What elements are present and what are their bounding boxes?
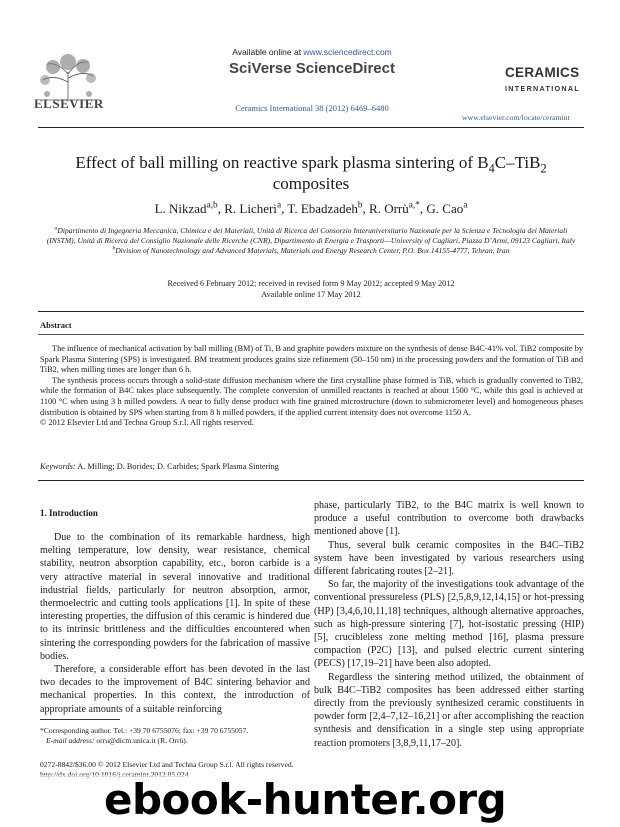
left-column — [40, 531, 310, 716]
author-email[interactable]: orru@dicm.unica.it (R. Orrù). — [96, 736, 188, 745]
intro-paragraph: Thus, several bulk ceramic composites in the B4C–TiB2 system have been investigated by various researchers using different fabricating routes [2–21]. — [314, 539, 584, 578]
available-online-line: Available online at www.sciencedirect.com — [232, 47, 392, 57]
footnote-divider — [40, 719, 120, 720]
author[interactable]: T. Ebadzadeh$^b$ — [287, 200, 363, 216]
available-online-date: Available online 17 May 2012 — [261, 290, 361, 299]
article-title: Effect of ball milling on reactive spark plasma sintering of $B_4C-TiB_2$ composites — [75, 153, 547, 193]
abstract-paragraph-1: The influence of mechanical activation by ball milling (BM) of Ti, B and graphite powders mixture on the synthesis of dense B4C-41% vol. TiB2 composite by Spark Plasma Sintering (SPS) is investigated. BM treatment produces grains size refinement (50–150 nm) in the processing powders and the formation of TiB and TiB2, when milling times are longer than 6 h. — [40, 344, 583, 375]
abstract-heading: Abstract — [40, 320, 72, 330]
abstract-copyright: © 2012 Elsevier Ltd and Techna Group S.r.l. All rights reserved. — [40, 418, 254, 428]
journal-reference[interactable]: Ceramics International 38 (2012) 6469–6480 — [235, 103, 389, 113]
sciencedirect-link[interactable]: www.sciencedirect.com — [303, 47, 392, 57]
intro-paragraph: Regardless the sintering method utilized, the obtainment of bulk B4C–TiB2 composites has been addressed either starting directly from the previously synthesized ceramic constituents in powder form [2,4–7,12–16,21] or after accomplishing the reaction synthesis and densification in a single step using appropriate reaction promoters [3,8,9,11,17–20]. — [314, 671, 584, 749]
watermark-text: ebook-hunter.org — [104, 775, 507, 824]
issn-copyright: 0272-8842/$36.00 © 2012 Elsevier Ltd and Techna Group S.r.l. All rights reserved. — [40, 760, 294, 780]
keywords: Keywords: A. Milling; D. Borides; D. Carbides; Spark Plasma Sintering — [40, 462, 279, 471]
abstract-body — [40, 344, 583, 429]
article-history — [40, 278, 582, 300]
intro-paragraph: Due to the combination of its remarkable hardness, high melting temperature, low density, wear resistance, chemical stability, neutron absorption capability, etc., boron carbide is a very attractive material in several innovative and traditional industrial fields, particularly for neutron absorption, armor, thermoelectric and cutting tools applications [1]. In spite of these interesting properties, the diffusion of this ceramic is hindered due to its intrinsic brittleness and the difficulties encountered when sintering the corresponding powders for the fabrication of massive bodies. — [40, 532, 310, 662]
intro-paragraph: So far, the majority of the investigations took advantage of the conventional pressureless (PLS) [2,5,8,9,12,14,15] or hot-pressing (HP) [3,4,6,10,11,18] techniques, although alternative approaches, such as high-pressure sintering [7], hot-isostatic pressing (HIP) [5], crucibleless zone melting method [16], plasma pressure compaction (P2C) [13], and pulsed electric current sintering (PECS) [17,19–21] have been also adopted. — [314, 579, 584, 670]
title-divider — [38, 311, 584, 312]
affiliation-a: Dipartimento di Ingegneria Meccanica, Chimica e dei Materiali, Unità di Ricerca del Consorzio Interuniversitario Nazionale per la Scienza e Tecnologia dei Materiali (INSTM), Unità di Ricerca del Consiglio Nazionale delle Ricerche (CNR), Dipartimento di Energia e Trasporti—University of Cagliari, Piazza D’Armi, 09123 Cagliari, Italy — [46, 226, 576, 245]
author[interactable]: R. Licheri$^a$ — [224, 200, 282, 216]
intro-paragraph: phase, particularly TiB2, to the B4C matrix is well known to produce a useful contribution to overcome both drawbacks mentioned above [1]. — [314, 500, 584, 538]
section-heading-introduction: 1. Introduction — [40, 508, 98, 518]
platform-name: SciVerse ScienceDirect — [229, 60, 395, 77]
abstract-paragraph-2: The synthesis process occurs through a solid-state diffusion mechanism where the first crystalline phase formed is TiB, which is gradually converted to TiB2, while the formation of B4C takes place subsequently. The complete conversion of unmilled reactants is reached at about 1500 °C, while this goal is achieved at 1100 °C when using 3 h milled powders. A near to fully dense product with fine grained microstructure (down to submicrometer level) and homogeneous phases distribution is obtained by SPS when starting from 8 h milled powders, if the applied current intensity does not overcome 1150 A. — [40, 375, 583, 417]
journal-homepage-link[interactable]: www.elsevier.com/locate/ceramint — [462, 113, 570, 122]
journal-logo-line2: INTERNATIONAL — [505, 84, 581, 93]
author-list: L. Nikzad$^{a,b}$, R. Licheri$^a$, T. Ebadzadeh$^b$, R. Orrù$^{a,*}$, G. Cao$^a$ — [154, 200, 468, 216]
elsevier-tree-logo — [33, 52, 103, 102]
keywords-divider — [38, 480, 584, 481]
received-dates: Received 6 February 2012; received in revised form 9 May 2012; accepted 9 May 2012 — [167, 279, 455, 288]
intro-paragraph: Therefore, a considerable effort has been devoted in the last two decades to the improvement of B4C sintering behavior and mechanical properties. In this context, the introduction of appropriate amounts of a suitable reinforcing — [40, 664, 310, 715]
right-column — [314, 499, 584, 750]
author[interactable]: R. Orrù$^{a,*}$ — [369, 200, 420, 216]
author[interactable]: L. Nikzad$^{a,b}$ — [154, 200, 218, 216]
affiliation-b: Division of Nanotechnology and Advanced Materials, Materials and Energy Research Center, P.O. Box 14155-4777, Tehran, Iran — [115, 246, 510, 255]
journal-logo-line1: CERAMICS — [505, 65, 580, 80]
abstract-divider — [38, 334, 584, 335]
corresponding-author-footnote: *Corresponding author. Tel.: +39 70 6755076; fax: +39 70 6755057. E-mail address: orru@dicm.unica.it (R. Orrù). — [40, 726, 249, 745]
affiliations: $^a$Dipartimento di Ingegneria Meccanica, Chimica e dei Materiali, Unità di Ricerca del Consorzio Interuniversitario Nazionale per la Scienza e Tecnologia dei Materiali (INSTM), Unità di Ricerca del Consiglio Nazionale delle Ricerche (CNR), Dipartimento di Energia e Trasporti—University of Cagliari, Piazza D’Armi, 09123 Cagliari, Italy $^b$Division of Nanotechnology and Advanced Materials, Materials and Energy Research Center, P.O. Box 14155-4777, Tehran, Iran — [46, 225, 576, 255]
author[interactable]: G. Cao$^a$ — [426, 200, 468, 216]
publisher-name: ELSEVIER — [34, 96, 104, 111]
header-divider — [38, 127, 584, 128]
